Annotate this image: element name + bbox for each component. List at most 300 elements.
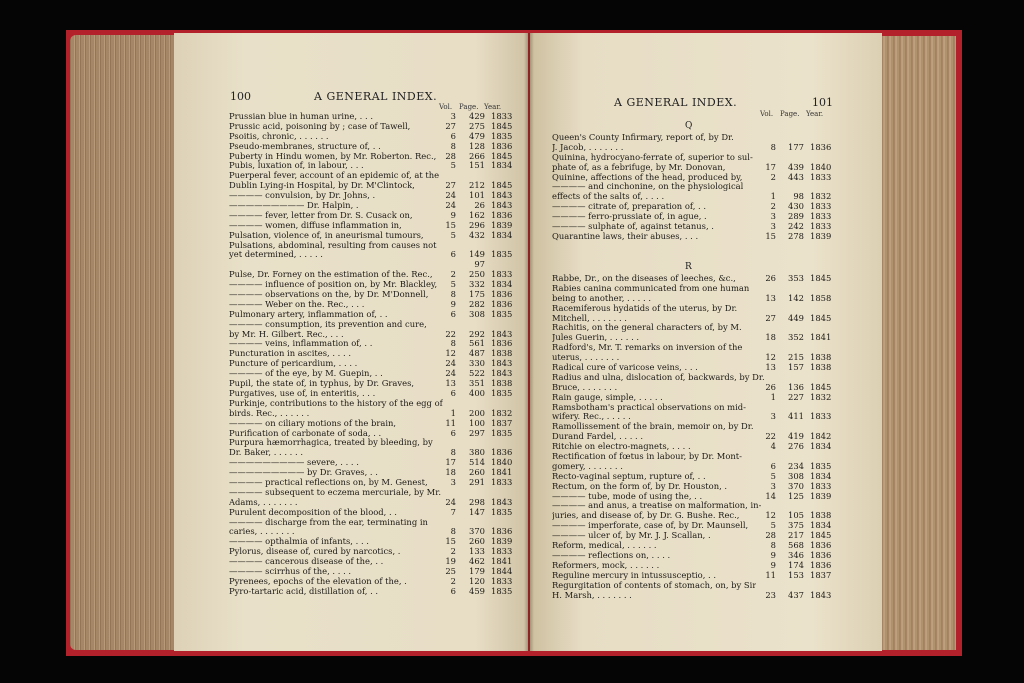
entry-text: Rabies canina communicated from one human [552, 283, 750, 293]
entry-text: ———— influence of position on, by Mr. Blackley, [229, 280, 438, 290]
entry-volume: 6 [450, 387, 456, 398]
entry-text: H. Marsh, . . . . . . . [552, 590, 632, 600]
entry-page: 98 [793, 191, 804, 202]
entry-year: 1843 [491, 496, 513, 507]
right-index-list-q [552, 133, 852, 242]
entry-volume: 1 [770, 391, 776, 402]
entry-page: 100 [469, 417, 485, 428]
entry-year: 1836 [810, 540, 832, 551]
entry-text: ———— subsequent to eczema mercuriale, by Mr. [229, 487, 441, 497]
entry-page: 282 [469, 298, 485, 309]
entry-page: 296 [469, 219, 485, 230]
entry-page: 250 [469, 269, 485, 280]
entry-volume: 15 [445, 536, 456, 547]
entry-text: Recto-vaginal septum, rupture of, . . [552, 471, 706, 481]
section-letter-r: R [685, 262, 692, 272]
entry-volume: 2 [770, 201, 776, 212]
entry-year: 1836 [491, 209, 513, 220]
left-page [174, 33, 528, 651]
entry-text: ———— ulcer of, by Mr. J. J. Scallan, . [552, 531, 711, 541]
entry-volume: 28 [445, 150, 456, 161]
entry-text: ————————— by Dr. Graves, . . [229, 468, 378, 478]
entry-text: Purpura hæmorrhagica, treated by bleeding, by [229, 438, 433, 448]
entry-text: Pupil, the state of, in typhus, by Dr. Graves, [229, 379, 415, 389]
entry-year: 1835 [491, 308, 513, 319]
entry-text: Pylorus, disease of, cured by narcotics, . [229, 547, 401, 557]
entry-page: 136 [788, 381, 804, 392]
index-entry [552, 353, 852, 363]
entry-text: ———— Weber on the. Rec., . . . [229, 299, 365, 309]
index-entry [552, 591, 852, 601]
index-entry [229, 310, 524, 320]
entry-volume: 27 [445, 180, 456, 191]
index-entry [552, 551, 852, 561]
entry-year: 1834 [491, 229, 513, 240]
entry-page: 443 [788, 171, 804, 182]
entry-text: Puncturation in ascites, . . . . [229, 349, 351, 359]
entry-year: 1834 [491, 160, 513, 171]
entry-year: 1845 [810, 312, 832, 323]
index-entry [552, 521, 852, 531]
entry-volume: 8 [770, 540, 776, 551]
index-entry [552, 304, 852, 314]
entry-volume: 24 [445, 358, 456, 369]
entry-year: 1838 [810, 510, 832, 521]
entry-page: 149 [469, 249, 485, 260]
index-entry [552, 561, 852, 571]
entry-volume: 11 [765, 569, 776, 580]
entry-volume: 23 [765, 589, 776, 600]
entry-page: 439 [788, 161, 804, 172]
entry-volume: 2 [450, 546, 456, 557]
entry-text: J. Jacob, . . . . . . . [552, 142, 624, 152]
entry-page: 105 [788, 510, 804, 521]
entry-year: 1837 [491, 417, 513, 428]
entry-volume: 17 [765, 161, 776, 172]
entry-year: 1833 [810, 201, 832, 212]
entry-year: 1841 [810, 332, 832, 343]
entry-text: Pulmonary artery, inflammation of, . . [229, 309, 388, 319]
entry-year: 1835 [491, 585, 513, 596]
entry-text: Pulse, Dr. Forney on the estimation of the. Rec., [229, 270, 433, 280]
index-entry [229, 478, 524, 488]
index-entry [552, 212, 852, 222]
entry-year: 1836 [491, 289, 513, 300]
entry-text: Purkinje, contributions to the history of the egg of [229, 398, 443, 408]
entry-text: ———— on ciliary motions of the brain, [229, 418, 397, 428]
entry-year: 1858 [810, 292, 832, 303]
entry-year: 1835 [491, 506, 513, 517]
entry-page: 351 [469, 378, 485, 389]
entry-text: ———— of the eye, by M. Guepin, . . [229, 369, 383, 379]
entry-text: ———— tube, mode of using the, . . [552, 491, 703, 501]
entry-text: being to another, . . . . . [552, 293, 651, 303]
entry-volume: 8 [450, 289, 456, 300]
entry-text: Prussic acid, poisoning by ; case of Tawell, [229, 121, 411, 131]
entry-year: 1838 [810, 352, 832, 363]
entry-year: 1845 [491, 180, 513, 191]
index-entry [552, 403, 852, 413]
entry-year: 1841 [491, 467, 513, 478]
entry-year: 1833 [491, 476, 513, 487]
index-entry [552, 412, 852, 422]
entry-text: Ritchie on electro-magnets, . . . . [552, 442, 691, 452]
entry-text: Rachitis, on the general characters of, by M. [552, 323, 742, 333]
entry-year: 1833 [491, 575, 513, 586]
entry-year: 1833 [491, 111, 513, 121]
entry-year: 1832 [491, 407, 513, 418]
entry-year: 1842 [810, 431, 832, 442]
entry-text: Jules Guerin, . . . . . . [552, 333, 640, 343]
entry-volume: 8 [770, 141, 776, 152]
entry-year: 1845 [491, 120, 513, 131]
index-entry [552, 133, 852, 143]
entry-text: Quinina, hydrocyano-ferrate of, superior to sul- [552, 152, 753, 162]
index-entry [552, 482, 852, 492]
entry-text: ———— observations on the, by Dr. M'Donnell, [229, 290, 429, 300]
index-entry [552, 173, 852, 183]
right-page [530, 33, 882, 651]
entry-volume: 6 [450, 427, 456, 438]
right-index-list-r [552, 274, 852, 600]
entry-volume: 8 [450, 338, 456, 349]
entry-text: ———— imperforate, case of, by Dr. Maunsell, [552, 521, 749, 531]
entry-text: birds. Rec., . . . . . . [229, 408, 310, 418]
entry-page: 308 [469, 308, 485, 319]
entry-page: 147 [469, 506, 485, 517]
entry-text: gomery, . . . . . . . [552, 461, 623, 471]
entry-page: 400 [469, 387, 485, 398]
entry-text: ———— discharge from the ear, terminating in [229, 517, 428, 527]
entry-text: Rectification of fœtus in labour, by Dr. Mont- [552, 452, 743, 462]
entry-page: 234 [788, 460, 804, 471]
entry-page: 151 [469, 160, 485, 171]
entry-year: 1838 [810, 362, 832, 373]
index-entry [552, 143, 852, 153]
entry-year: 1843 [810, 589, 832, 600]
index-entry [552, 492, 852, 502]
entry-page: 278 [788, 230, 804, 241]
entry-text: Reform, medical, . . . . . . [552, 541, 657, 551]
entry-volume: 2 [450, 575, 456, 586]
entry-text: Dublin Lying-in Hospital, by Dr. M'Clintock, [229, 181, 415, 191]
entry-page: 462 [469, 556, 485, 567]
index-entry [552, 314, 852, 324]
entry-text: Pyrenees, epochs of the elevation of the, . [229, 576, 407, 586]
entry-text: Dr. Baker, . . . . . . [229, 448, 303, 458]
index-entry [552, 571, 852, 581]
entry-volume: 14 [765, 490, 776, 501]
entry-year: 1845 [810, 530, 832, 541]
entry-page: 200 [469, 407, 485, 418]
entry-volume: 15 [765, 230, 776, 241]
entry-volume: 3 [770, 221, 776, 232]
entry-volume: 19 [445, 556, 456, 567]
entry-page: 353 [788, 273, 804, 283]
entry-page: 411 [788, 411, 804, 422]
index-entry [229, 389, 524, 399]
entry-text: Psoitis, chronic, . . . . . . [229, 131, 329, 141]
entry-page: 429 [469, 111, 485, 121]
entry-text: phate of, as a febrifuge, by Mr. Donovan, [552, 162, 726, 172]
entry-volume: 26 [765, 273, 776, 283]
entry-page: 430 [788, 201, 804, 212]
entry-volume: 3 [450, 111, 456, 121]
entry-volume: 5 [450, 160, 456, 171]
entry-page: 561 [469, 338, 485, 349]
entry-page: 276 [788, 441, 804, 452]
entry-text: Purification of carbonate of soda, . . [229, 428, 382, 438]
entry-year: 1834 [810, 441, 832, 452]
entry-year: 1837 [810, 569, 832, 580]
index-entry [552, 472, 852, 482]
entry-text: Puncture of pericardium, . . . . [229, 359, 358, 369]
index-entry [552, 153, 852, 163]
entry-page: 133 [469, 546, 485, 557]
index-entry [552, 163, 852, 173]
entry-year: 1838 [491, 378, 513, 389]
entry-volume: 12 [765, 510, 776, 521]
entry-volume: 6 [450, 249, 456, 260]
entry-text: ———— and anus, a treatise on malformation, in- [552, 501, 762, 511]
entry-volume: 9 [770, 549, 776, 560]
entry-text: ————————— Dr. Halpin, . [229, 201, 359, 211]
entry-year: 1836 [491, 338, 513, 349]
entry-text: Purgatives, use of, in enteritis, . . . [229, 388, 376, 398]
index-entry [229, 508, 524, 518]
right-col-year: Year. [806, 110, 824, 118]
index-entry [552, 202, 852, 212]
entry-year: 1836 [810, 549, 832, 560]
entry-year: 1836 [491, 140, 513, 151]
entry-text: Ramsbotham's practical observations on mid- [552, 402, 746, 412]
entry-year: 1839 [491, 536, 513, 547]
entry-volume: 12 [445, 348, 456, 359]
entry-volume: 9 [450, 209, 456, 220]
entry-year: 1833 [491, 546, 513, 557]
entry-volume: 26 [765, 381, 776, 392]
entry-text: juries, and disease of, by Dr. G. Bushe. Rec., [552, 511, 740, 521]
entry-text: Puerperal fever, account of an epidemic of, at the [229, 171, 440, 181]
entry-volume: 3 [770, 211, 776, 222]
entry-page: 266 [469, 150, 485, 161]
index-entry [229, 587, 524, 597]
entry-page: 380 [469, 447, 485, 458]
index-entry [552, 323, 852, 333]
entry-volume: 1 [770, 191, 776, 202]
entry-year: 1835 [491, 130, 513, 141]
entry-year: 1833 [810, 171, 832, 182]
index-entry [552, 232, 852, 242]
left-page-number: 100 [230, 90, 251, 103]
entry-year: 1833 [810, 480, 832, 491]
entry-year: 1836 [810, 559, 832, 570]
entry-volume: 2 [770, 171, 776, 182]
index-entry [552, 274, 852, 284]
entry-volume: 11 [445, 417, 456, 428]
entry-page: 275 [469, 120, 485, 131]
entry-page: 479 [469, 130, 485, 141]
entry-year: 1843 [491, 200, 513, 211]
entry-text: Purulent decomposition of the blood, . . [229, 507, 397, 517]
entry-year: 1832 [810, 391, 832, 402]
entry-page: 260 [469, 536, 485, 547]
entry-volume: 7 [450, 506, 456, 517]
entry-page: 157 [788, 362, 804, 373]
entry-year: 1836 [491, 447, 513, 458]
entry-text: ———— cancerous disease of the, . . [229, 557, 384, 567]
entry-volume: 24 [445, 200, 456, 211]
entry-year: 1839 [810, 230, 832, 241]
entry-text: Regurgitation of contents of stomach, on, by Sir [552, 580, 757, 590]
entry-text: Adams, . . . . . . . [229, 497, 298, 507]
index-entry [229, 161, 524, 171]
entry-text: ———— ferro-prussiate of, in ague, . [552, 212, 707, 222]
entry-text: Mitchell, . . . . . . . [552, 313, 627, 323]
index-entry [552, 452, 852, 462]
entry-page: 128 [469, 140, 485, 151]
entry-text: Quarantine laws, their abuses, . . . [552, 231, 699, 241]
entry-volume: 24 [445, 496, 456, 507]
entry-text: Radius and ulna, dislocation of, backwards, by Dr. [552, 372, 765, 382]
entry-text: Puberty in Hindu women, by Mr. Roberton. Rec., [229, 151, 437, 161]
entry-volume: 15 [445, 219, 456, 230]
entry-page: 487 [469, 348, 485, 359]
right-page-edges [880, 36, 956, 650]
entry-year: 1841 [491, 556, 513, 567]
index-entry [552, 531, 852, 541]
entry-text: uterus, . . . . . . . [552, 353, 620, 363]
index-entry [552, 363, 852, 373]
book-gutter [524, 33, 534, 651]
entry-volume: 4 [770, 441, 776, 452]
index-entry [552, 581, 852, 591]
entry-page: 370 [469, 526, 485, 537]
entry-page: 175 [469, 289, 485, 300]
entry-year: 1843 [491, 190, 513, 201]
entry-year: 1835 [491, 427, 513, 438]
entry-volume: 17 [445, 457, 456, 468]
entry-year: 1844 [491, 565, 513, 576]
entry-page: 125 [788, 490, 804, 501]
left-col-vol: Vol. [439, 103, 453, 111]
entry-text: Reguline mercury in intussusceptio, . . [552, 570, 717, 580]
entry-text: Radical cure of varicose veins, . . . [552, 363, 698, 373]
entry-text: Pulsations, abdominal, resulting from causes not [229, 240, 437, 250]
index-entry [552, 383, 852, 393]
entry-volume: 25 [445, 565, 456, 576]
left-index-list [229, 112, 524, 597]
entry-year: 1836 [491, 298, 513, 309]
entry-page: 26 [474, 200, 485, 211]
entry-volume: 1 [450, 407, 456, 418]
entry-year: 1836 [810, 141, 832, 152]
entry-page: 242 [788, 221, 804, 232]
entry-year: 1835 [491, 249, 513, 260]
entry-text: Rabbe, Dr., on the diseases of leeches, &c., [552, 274, 736, 283]
entry-volume: 3 [770, 411, 776, 422]
section-letter-q: Q [685, 121, 693, 131]
right-running-header: A GENERAL INDEX. [614, 96, 738, 109]
entry-volume: 18 [445, 467, 456, 478]
left-page-edges [70, 35, 176, 650]
entry-year: 1835 [491, 387, 513, 398]
left-col-year: Year. [484, 103, 502, 111]
entry-text: effects of the salts of, . . . . [552, 192, 665, 202]
entry-volume: 5 [450, 229, 456, 240]
entry-text: ———— consumption, its prevention and cure, [229, 319, 427, 329]
entry-page: 212 [469, 180, 485, 191]
left-running-header: A GENERAL INDEX. [314, 90, 438, 103]
entry-page: 346 [788, 549, 804, 560]
entry-page: 174 [788, 559, 804, 570]
entry-volume: 27 [445, 120, 456, 131]
entry-volume: 8 [450, 447, 456, 458]
entry-year: 1840 [491, 457, 513, 468]
entry-year: 1833 [491, 269, 513, 280]
entry-volume: 5 [770, 470, 776, 481]
entry-text: ———— women, diffuse inflammation in, [229, 220, 402, 230]
entry-text: Pubis, luxation of, in labour, . . . [229, 161, 364, 171]
index-entry [552, 393, 852, 403]
entry-text: Prussian blue in human urine, . . . [229, 112, 373, 121]
entry-volume: 28 [765, 530, 776, 541]
right-page-number: 101 [812, 96, 833, 109]
entry-volume: 8 [450, 526, 456, 537]
entry-page: 120 [469, 575, 485, 586]
entry-year: 1834 [810, 470, 832, 481]
entry-text: Rain gauge, simple, . . . . . [552, 392, 663, 402]
entry-text: yet determined, . . . . . [229, 250, 323, 260]
entry-text: Bruce, . . . . . . . [552, 382, 618, 392]
entry-year: 1843 [491, 368, 513, 379]
entry-page: 514 [469, 457, 485, 468]
entry-text: Pyro-tartaric acid, distillation of, . . [229, 586, 379, 596]
entry-volume: 9 [450, 298, 456, 309]
entry-text: Radford's, Mr. T. remarks on inversion of the [552, 343, 743, 353]
entry-text: Pseudo-membranes, structure of, . . [229, 141, 381, 151]
entry-year: 1843 [491, 358, 513, 369]
entry-year: 1838 [491, 348, 513, 359]
entry-page: 179 [469, 565, 485, 576]
entry-page: 419 [788, 431, 804, 442]
entry-year: 1845 [810, 273, 832, 283]
entry-text: ———— fever, letter from Dr. S. Cusack on, [229, 210, 413, 220]
entry-page: 292 [469, 328, 485, 339]
entry-page: 449 [788, 312, 804, 323]
entry-text: ———— reflections on, . . . . [552, 550, 671, 560]
entry-page: 330 [469, 358, 485, 369]
index-entry [552, 222, 852, 232]
index-entry [552, 501, 852, 511]
entry-text: ———— practical reflections on, by M. Genest, [229, 477, 428, 487]
entry-year: 1843 [491, 328, 513, 339]
entry-text: Reformers, mock, . . . . . . [552, 560, 660, 570]
index-entry [229, 429, 524, 439]
entry-page: 153 [788, 569, 804, 580]
entry-volume: 5 [770, 520, 776, 531]
entry-text: Racemiferous hydatids of the uterus, by Dr. [552, 303, 738, 313]
entry-year: 1833 [810, 411, 832, 422]
entry-page: 375 [788, 520, 804, 531]
entry-volume: 24 [445, 368, 456, 379]
entry-year: 1833 [810, 211, 832, 222]
entry-year: 1832 [810, 191, 832, 202]
index-entry [552, 442, 852, 452]
entry-volume: 12 [765, 352, 776, 363]
index-entry [229, 231, 524, 241]
entry-volume: 22 [445, 328, 456, 339]
